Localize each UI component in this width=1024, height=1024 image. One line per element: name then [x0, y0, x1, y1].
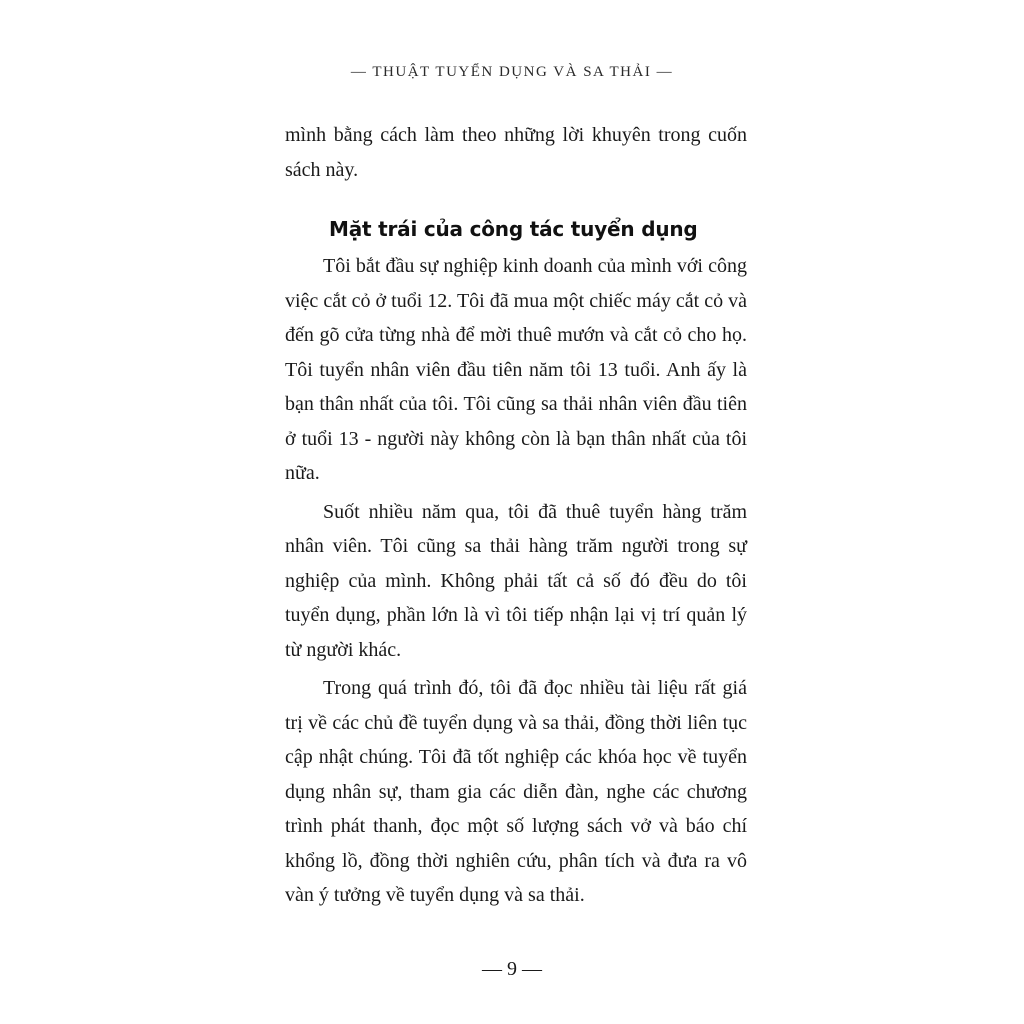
page-body [285, 118, 747, 913]
continued-paragraph: mình bằng cách làm theo những lời khuyên trong cuốn sách này. [285, 124, 747, 181]
body-paragraph: Tôi bắt đầu sự nghiệp kinh doanh của mình với công việc cắt cỏ ở tuổi 12. Tôi đã mua một chiếc máy cắt cỏ và đến gõ cửa từng nhà để mời thuê mướn và cắt cỏ cho họ. Tôi tuyển nhân viên đầu tiên năm tôi 13 tuổi. Anh ấy là bạn thân nhất của tôi. Tôi cũng sa thải nhân viên đầu tiên ở tuổi 13 - người này không còn là bạn thân nhất của tôi nữa. [285, 255, 747, 484]
running-header: — THUẬT TUYỂN DỤNG VÀ SA THẢI — [350, 64, 674, 80]
body-paragraph: Suốt nhiều năm qua, tôi đã thuê tuyển hàng trăm nhân viên. Tôi cũng sa thải hàng trăm người trong sự nghiệp của mình. Không phải tất cả số đó đều do tôi tuyển dụng, phần lớn là vì tôi tiếp nhận lại vị trí quản lý từ người khác. [285, 500, 747, 661]
page-number: — 9 — [482, 958, 542, 980]
body-paragraph: Trong quá trình đó, tôi đã đọc nhiều tài liệu rất giá trị về các chủ đề tuyển dụng và sa thải, đồng thời liên tục cập nhật chúng. Tôi đã tốt nghiệp các khóa học về tuyển dụng nhân sự, tham gia các diễn đàn, nghe các chương trình phát thanh, đọc một số lượng sách vở và báo chí khổng lồ, đồng thời nghiên cứu, phân tích và đưa ra vô vàn ý tưởng về tuyển dụng và sa thải. [285, 677, 747, 906]
section-heading: Mặt trái của công tác tuyển dụng [329, 217, 698, 241]
